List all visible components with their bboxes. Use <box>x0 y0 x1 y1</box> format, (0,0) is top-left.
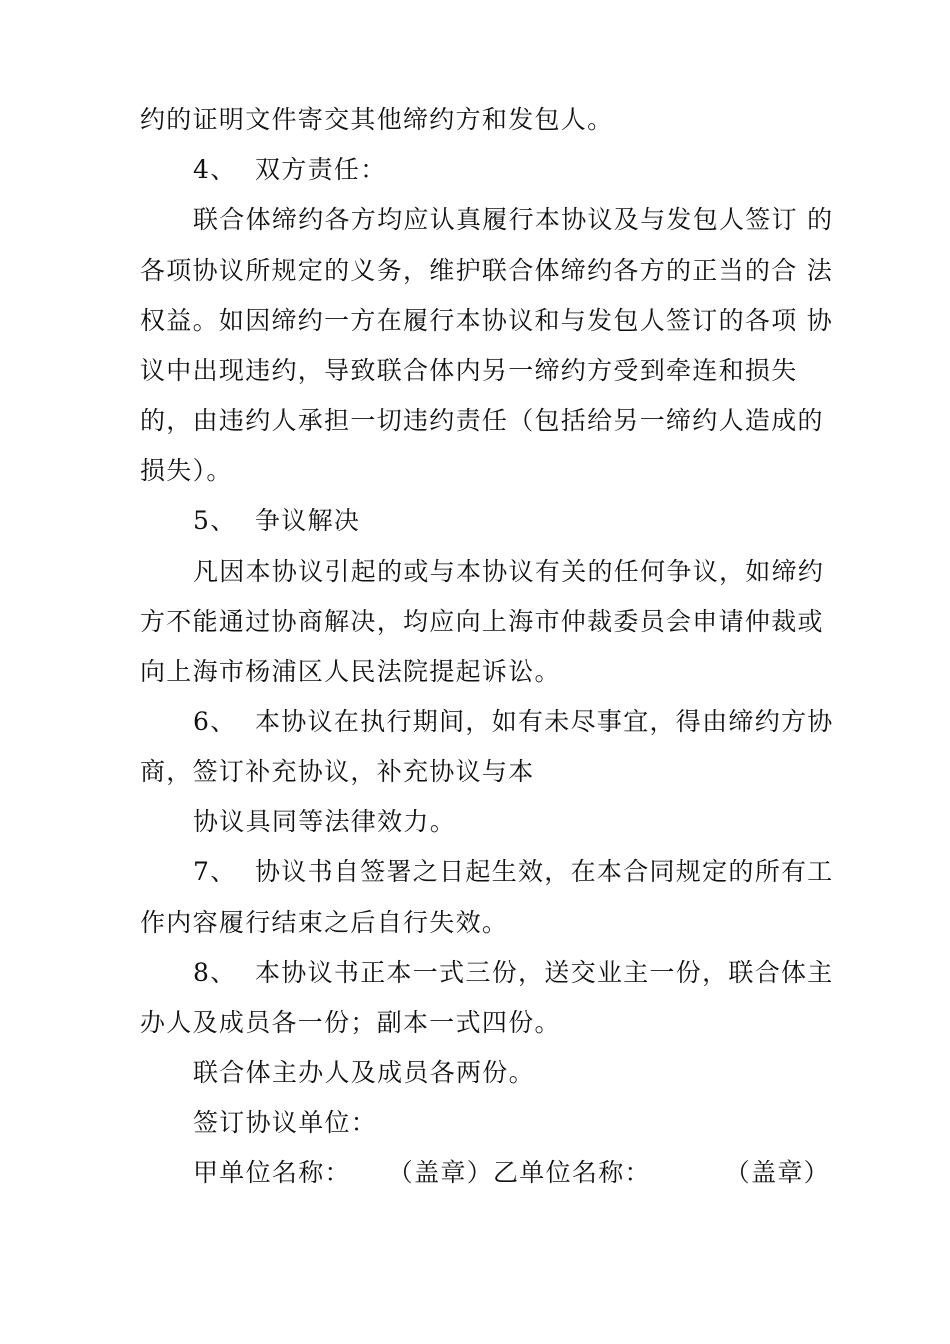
text-line: 约的证明文件寄交其他缔约方和发包人。 <box>140 105 614 134</box>
text-line: 凡因本协议引起的或与本协议有关的任何争议，如缔约 <box>193 557 825 586</box>
signatory-heading: 签订协议单位： <box>193 1108 378 1137</box>
text-line: 向上海市杨浦区人民法院提起诉讼。 <box>140 657 561 686</box>
text-line: 方不能通过协商解决，均应向上海市仲裁委员会申请仲裁或 <box>140 607 824 636</box>
text-line: 损失）。 <box>140 456 233 485</box>
section-heading-8: 8、 本协议书正本一式三份，送交业主一份，联合体主 <box>193 958 834 987</box>
text-line: 联合体主办人及成员各两份。 <box>193 1058 535 1087</box>
text-line: 办人及成员各一份；副本一式四份。 <box>140 1008 561 1037</box>
text-line: 商，签订补充协议，补充协议与本 <box>140 757 535 786</box>
text-line: 各项协议所规定的义务，维护联合体缔约各方的正当的合 法 <box>140 256 834 285</box>
text-line: 的，由违约人承担一切违约责任（包括给另一缔约人造成的 <box>140 406 824 435</box>
signature-line: 甲单位名称： （盖章）乙单位名称： （盖章） <box>193 1158 830 1187</box>
section-heading-4: 4、 双方责任： <box>193 155 387 184</box>
text-line: 联合体缔约各方均应认真履行本协议及与发包人签订 的 <box>193 205 834 234</box>
text-line: 作内容履行结束之后自行失效。 <box>140 908 509 937</box>
section-heading-5: 5、 争议解决 <box>193 506 361 535</box>
text-line: 议中出现违约，导致联合体内另一缔约方受到牵连和损失 <box>140 356 798 385</box>
section-heading-7: 7、 协议书自签署之日起生效，在本合同规定的所有工 <box>193 857 834 886</box>
text-line: 权益。如因缔约一方在履行本协议和与发包人签订的各项 协 <box>140 306 834 335</box>
text-line: 协议具同等法律效力。 <box>193 807 457 836</box>
section-heading-6: 6、 本协议在执行期间，如有未尽事宜，得由缔约方协 <box>193 707 834 736</box>
